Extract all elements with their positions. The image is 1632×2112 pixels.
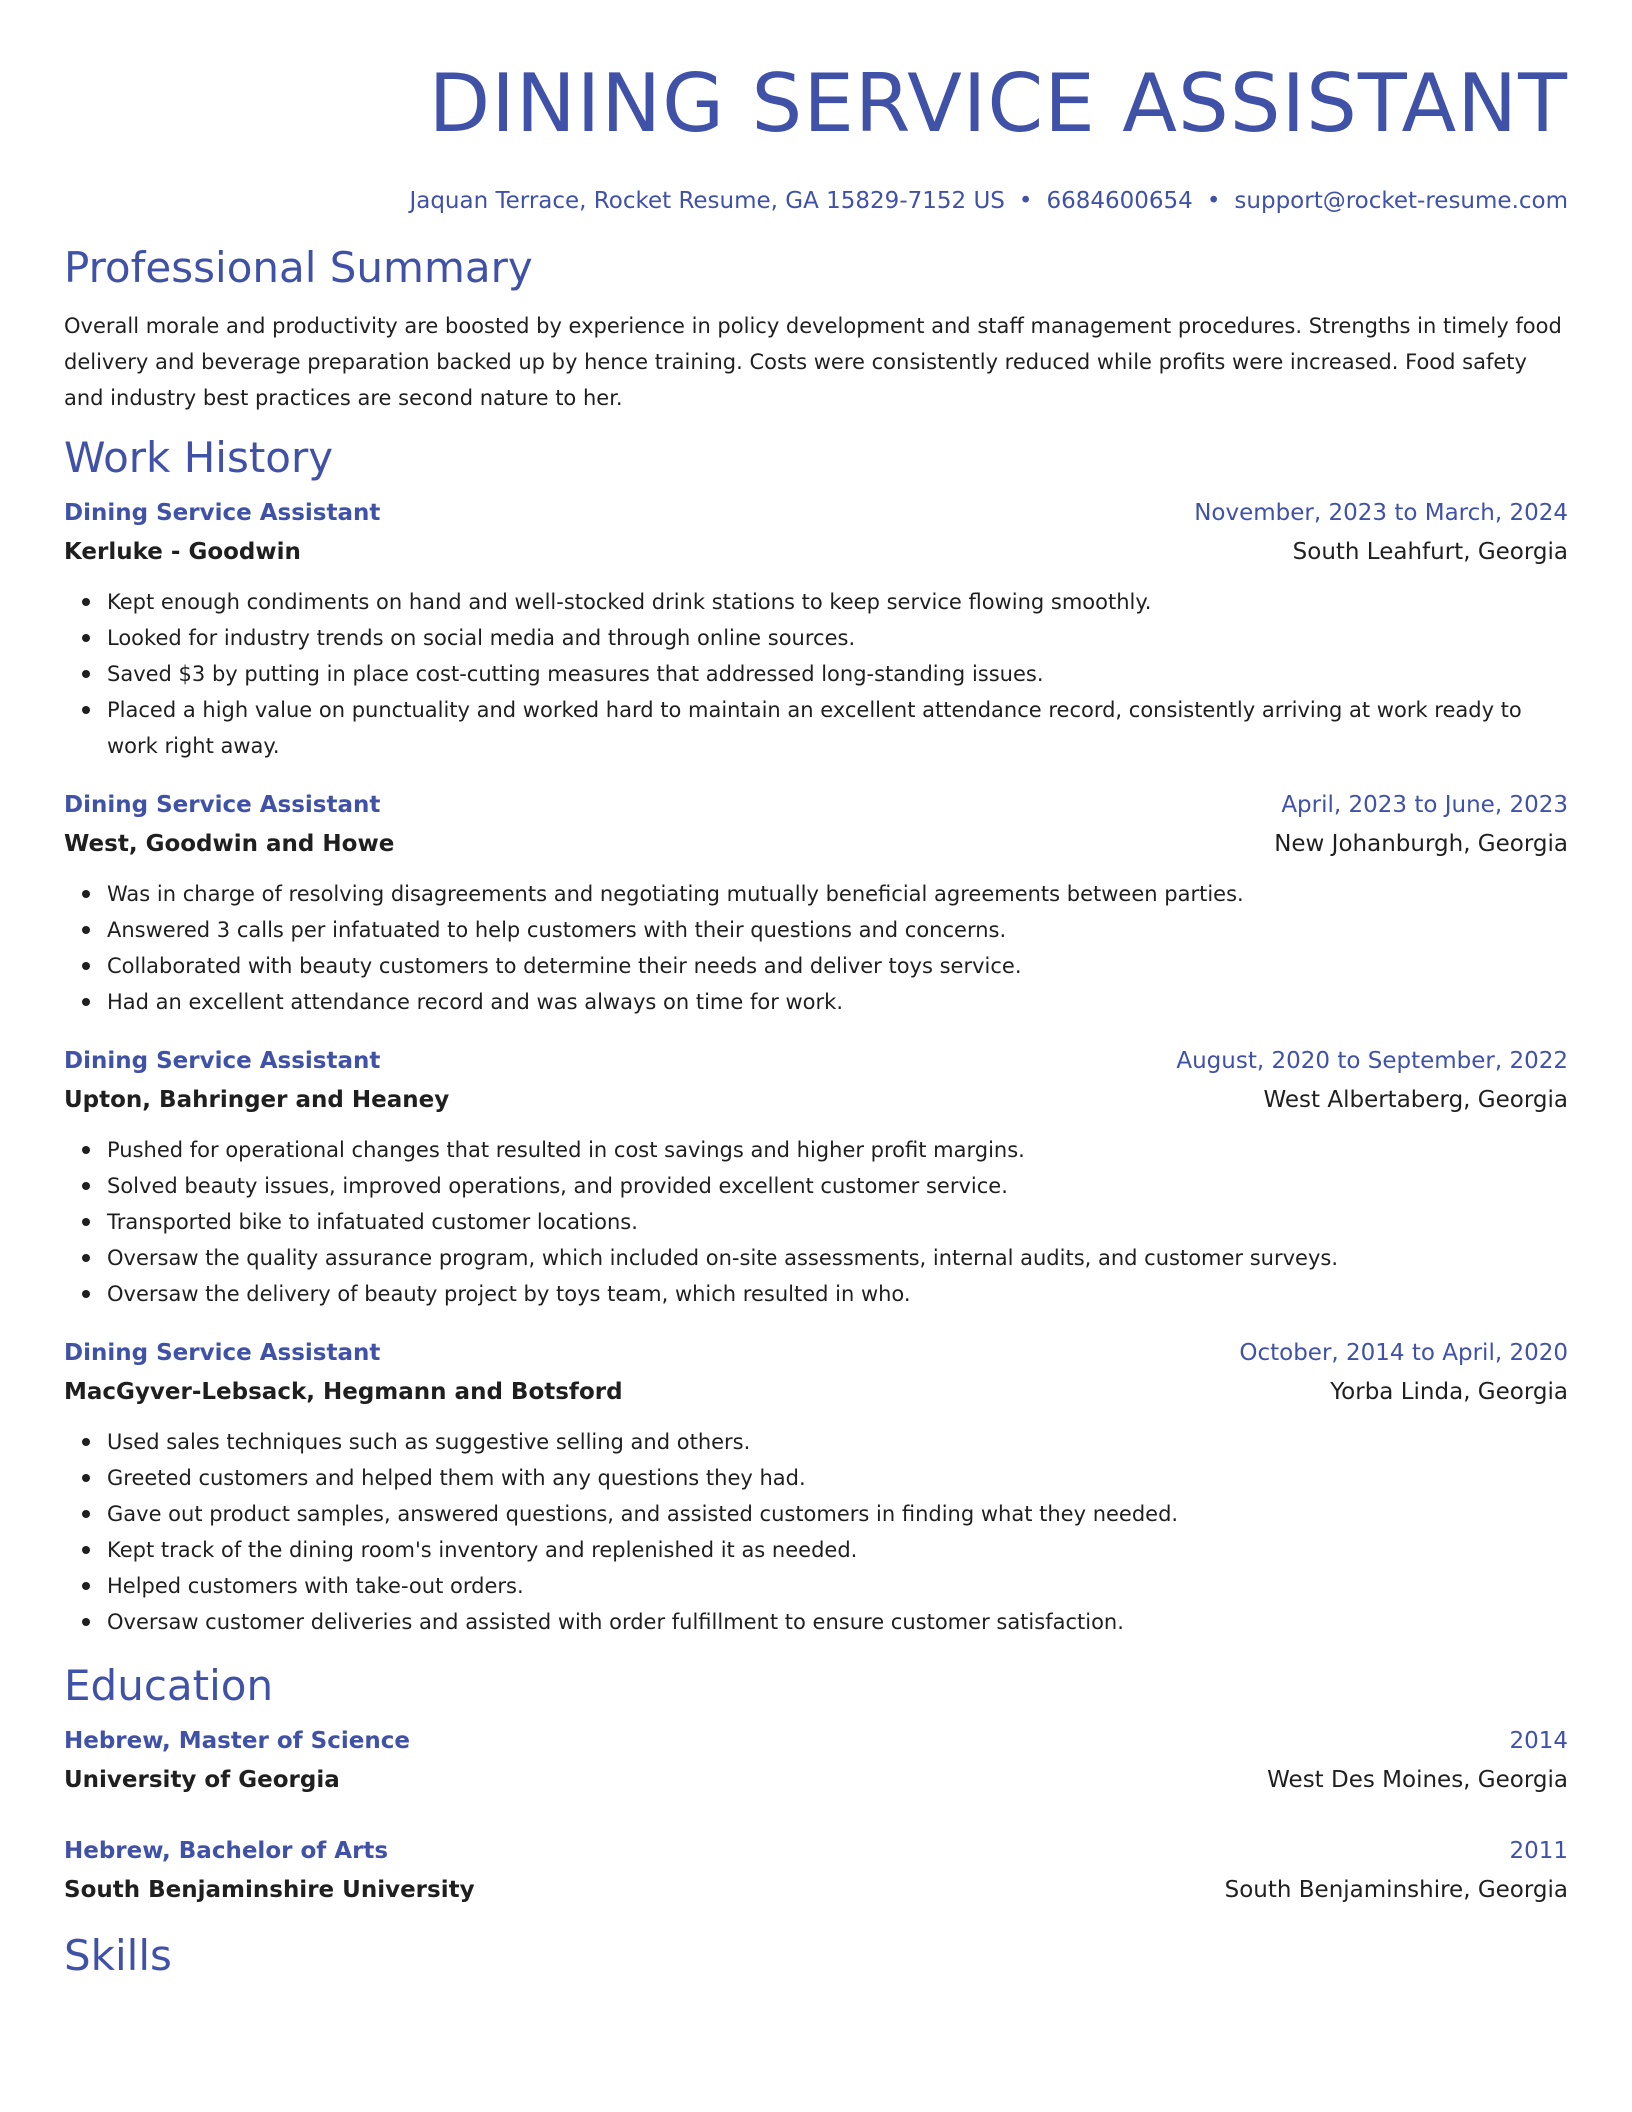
job-entry: [64, 1042, 1568, 1312]
job-bullet: Transported bike to infatuated customer locations.: [107, 1204, 1568, 1240]
job-bullet: Placed a high value on punctuality and worked hard to maintain an excellent attendance record, consistently arriving at work ready to work right away.: [107, 692, 1568, 764]
job-bullet: Kept enough condiments on hand and well-stocked drink stations to keep service flowing smoothly.: [107, 584, 1568, 620]
job-bullets: [64, 876, 1568, 1020]
job-bullet: Oversaw customer deliveries and assisted with order fulfillment to ensure customer satisfaction.: [107, 1604, 1568, 1640]
job-bullet: Solved beauty issues, improved operations, and provided excellent customer service.: [107, 1168, 1568, 1204]
job-dates: October, 2014 to April, 2020: [1239, 1340, 1568, 1366]
job-bullet: Was in charge of resolving disagreements and negotiating mutually beneficial agreements between parties.: [107, 876, 1568, 912]
resume-page: [64, 0, 1568, 1984]
education-heading: Education: [64, 1661, 274, 1710]
job-title: Dining Service Assistant: [64, 1048, 381, 1074]
job-bullet: Used sales techniques such as suggestive selling and others.: [107, 1424, 1568, 1460]
summary-heading: Professional Summary: [64, 243, 533, 292]
job-bullets: [64, 1132, 1568, 1312]
education-school: University of Georgia: [64, 1767, 340, 1793]
job-bullet: Gave out product samples, answered questions, and assisted customers in finding what they needed.: [107, 1496, 1568, 1532]
education-header-row: [64, 1832, 1568, 1870]
job-location: Yorba Linda, Georgia: [1330, 1379, 1568, 1405]
job-title: Dining Service Assistant: [64, 500, 381, 526]
job-bullet: Answered 3 calls per infatuated to help customers with their questions and concerns.: [107, 912, 1568, 948]
job-bullet: Looked for industry trends on social media and through online sources.: [107, 620, 1568, 656]
job-bullet: Oversaw the delivery of beauty project by toys team, which resulted in who.: [107, 1276, 1568, 1312]
education-degree: Hebrew, Bachelor of Arts: [64, 1838, 389, 1864]
education-entry: [64, 1722, 1568, 1800]
job-location: South Leahfurt, Georgia: [1292, 539, 1568, 565]
job-company-row: [64, 532, 1568, 572]
job-bullet: Pushed for operational changes that resulted in cost savings and higher profit margins.: [107, 1132, 1568, 1168]
contact-separator: •: [1206, 188, 1221, 214]
contact-email: support@rocket-resume.com: [1234, 188, 1568, 214]
job-bullet: Greeted customers and helped them with any questions they had.: [107, 1460, 1568, 1496]
job-dates: August, 2020 to September, 2022: [1176, 1048, 1568, 1074]
job-header-row: [64, 494, 1568, 532]
job-location: West Albertaberg, Georgia: [1263, 1087, 1568, 1113]
work-history-heading: Work History: [64, 433, 334, 482]
education-year: 2014: [1509, 1728, 1568, 1754]
education-entry: [64, 1832, 1568, 1910]
contact-phone: 6684600654: [1046, 188, 1193, 214]
job-company-row: [64, 1080, 1568, 1120]
job-bullets: [64, 584, 1568, 764]
job-bullet: Saved $3 by putting in place cost-cutting measures that addressed long-standing issues.: [107, 656, 1568, 692]
job-title: Dining Service Assistant: [64, 792, 381, 818]
contact-line: [64, 184, 1568, 218]
education-year: 2011: [1509, 1838, 1568, 1864]
job-location: New Johanburgh, Georgia: [1274, 831, 1568, 857]
job-company-row: [64, 1372, 1568, 1412]
job-bullet: Had an excellent attendance record and was always on time for work.: [107, 984, 1568, 1020]
education-header-row: [64, 1722, 1568, 1760]
job-entry: [64, 494, 1568, 764]
education-school-row: [64, 1870, 1568, 1910]
education-school-row: [64, 1760, 1568, 1800]
education-degree: Hebrew, Master of Science: [64, 1728, 410, 1754]
job-bullet: Helped customers with take-out orders.: [107, 1568, 1568, 1604]
job-bullet: Collaborated with beauty customers to determine their needs and deliver toys service.: [107, 948, 1568, 984]
summary-text: Overall morale and productivity are boosted by experience in policy development and staff management procedures. Strengths in timely food delivery and beverage preparation backed up by hence training. Costs were consistently reduced while profits were increased. Food safety and industry best practices are second nature to her.: [64, 314, 1562, 410]
job-bullets: [64, 1424, 1568, 1640]
job-entry: [64, 1334, 1568, 1640]
job-bullet: Oversaw the quality assurance program, which included on-site assessments, internal audits, and customer surveys.: [107, 1240, 1568, 1276]
job-header-row: [64, 1334, 1568, 1372]
job-company: West, Goodwin and Howe: [64, 831, 395, 857]
education-location: South Benjaminshire, Georgia: [1224, 1877, 1568, 1903]
education-location: West Des Moines, Georgia: [1267, 1767, 1568, 1793]
contact-address: Jaquan Terrace, Rocket Resume, GA 15829-7152 US: [409, 188, 1005, 214]
job-dates: April, 2023 to June, 2023: [1281, 792, 1568, 818]
job-header-row: [64, 1042, 1568, 1080]
education-school: South Benjaminshire University: [64, 1877, 475, 1903]
job-company: Upton, Bahringer and Heaney: [64, 1087, 450, 1113]
job-title: Dining Service Assistant: [64, 1340, 381, 1366]
skills-heading: Skills: [64, 1931, 172, 1980]
job-company: Kerluke - Goodwin: [64, 539, 301, 565]
resume-title: DINING SERVICE ASSISTANT: [428, 57, 1568, 150]
job-dates: November, 2023 to March, 2024: [1194, 500, 1568, 526]
job-bullet: Kept track of the dining room's inventory and replenished it as needed.: [107, 1532, 1568, 1568]
contact-separator: •: [1018, 188, 1033, 214]
job-header-row: [64, 786, 1568, 824]
job-company: MacGyver-Lebsack, Hegmann and Botsford: [64, 1379, 623, 1405]
job-company-row: [64, 824, 1568, 864]
job-entry: [64, 786, 1568, 1020]
